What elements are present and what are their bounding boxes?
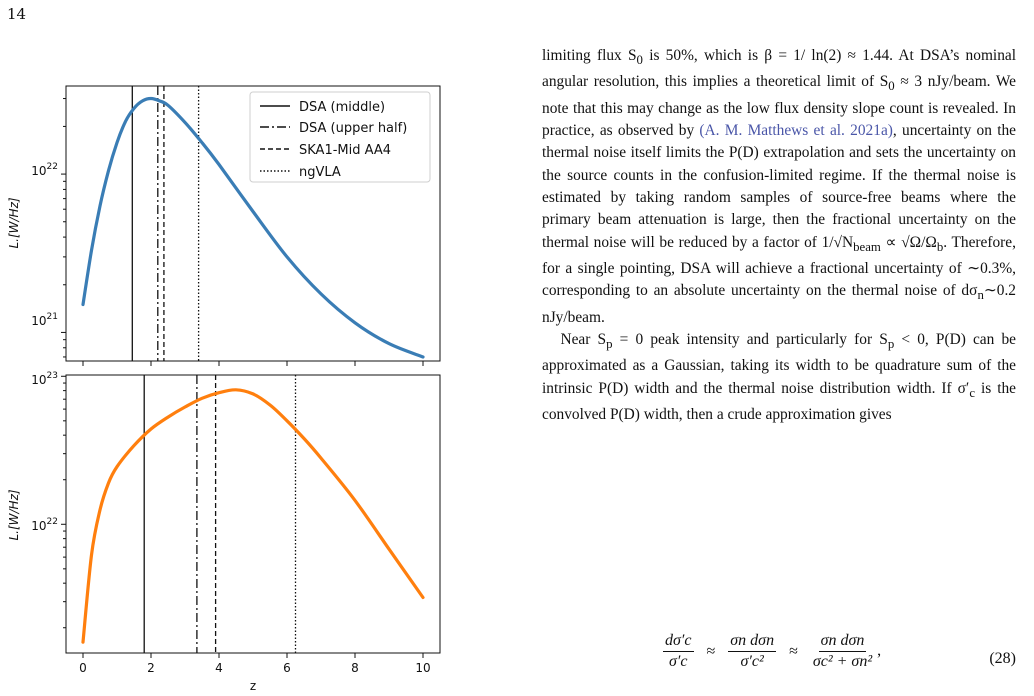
bottom-panel-frame xyxy=(66,375,440,653)
legend-label-dsa-upper: DSA (upper half) xyxy=(299,121,408,136)
x-tick-label: 6 xyxy=(283,661,291,675)
top-ylabel: L.[W/Hz] xyxy=(7,197,21,249)
eq-trailing-comma: , xyxy=(877,642,882,660)
top-ytick-1e21: $10^{21}$ xyxy=(31,312,58,328)
page-number: 14 xyxy=(7,5,27,23)
legend-label-ska: SKA1-Mid AA4 xyxy=(299,143,392,158)
body-text-column xyxy=(542,45,1016,426)
bottom-luminosity-curve xyxy=(83,390,423,642)
x-axis-ticks xyxy=(79,661,430,675)
citation-link-matthews[interactable]: (A. M. Matthews et al. 2021a) xyxy=(699,122,893,140)
eq-fraction-2: $\frac{\text{σn dσn}}{\text{σ′c²}}$ xyxy=(730,632,775,670)
bottom-panel xyxy=(7,371,440,693)
x-tick-label: 10 xyxy=(415,661,431,675)
top-ytick-1e22: $10^{22}$ xyxy=(31,162,58,178)
paragraph-confusion-limit: limiting flux $S_0$ is 50%, which is β = 1/ ln(2) ≈ 1.44. At DSA’s nominal angular resolution, this implies a theoretical limit of $S_0 \approx 3$ nJy/beam. We note that this may change as the low flux density slope count is revealed. In practice, as observed by (A. M. Matthews et al. 2021a), uncertainty on the thermal noise itself limits the P(D) extrapolation and sets the uncertainty on the source counts in the confusion-limited regime. If the thermal noise is estimated by taking random samples of source-free beams where the primary beam attenuation is large, then the fractional uncertainty on the thermal noise will be reduced by a factor of $1/√N_{beam} \propto √\Omega/\Omega_b$. Therefore, for a single pointing, DSA will achieve a fractional uncertainty of ∼0.3%, corresponding to an absolute uncertainty on the thermal noise of $d\sigma_n\sim 0.2$ nJy/beam. xyxy=(542,47,1017,326)
legend xyxy=(250,92,430,182)
eq-approx-2: ≈ xyxy=(789,642,798,660)
paragraph-gaussian-approx: Near $S_p = 0$ peak intensity and particularly for $S_p < 0$, P(D) can be approximated as a Gaussian, taking its width to be quadrature sum of the intrinsic P(D) width and the thermal noise distribution width. If $\sigma'_c$ is the convolved P(D) width, then a crude approximation gives xyxy=(542,330,1017,423)
bottom-ytick-1e22: $10^{22}$ xyxy=(31,517,58,533)
x-tick-label: 8 xyxy=(351,661,359,675)
legend-label-ngvla: ngVLA xyxy=(299,165,341,180)
bottom-ytick-1e23: $10^{23}$ xyxy=(31,371,58,387)
eq-approx-1: ≈ xyxy=(706,642,716,660)
bottom-ylabel: L.[W/Hz] xyxy=(7,489,21,541)
eq-fraction-3: $\frac{\text{σn dσn}}{\text{σc² + σn²}}$ xyxy=(812,632,873,670)
equation-28 xyxy=(660,632,1034,692)
top-panel xyxy=(7,86,440,366)
bottom-plot-area xyxy=(61,375,423,658)
x-tick-label: 4 xyxy=(215,661,223,675)
legend-label-dsa-middle: DSA (middle) xyxy=(299,100,386,115)
eq-fraction-1: $\frac{d\sigma'c}{\sigma'c}$ xyxy=(665,632,692,670)
equation-number: (28) xyxy=(989,650,1016,667)
x-tick-label: 2 xyxy=(147,661,155,675)
x-axis-label: z xyxy=(249,679,257,693)
x-tick-label: 0 xyxy=(79,661,87,675)
